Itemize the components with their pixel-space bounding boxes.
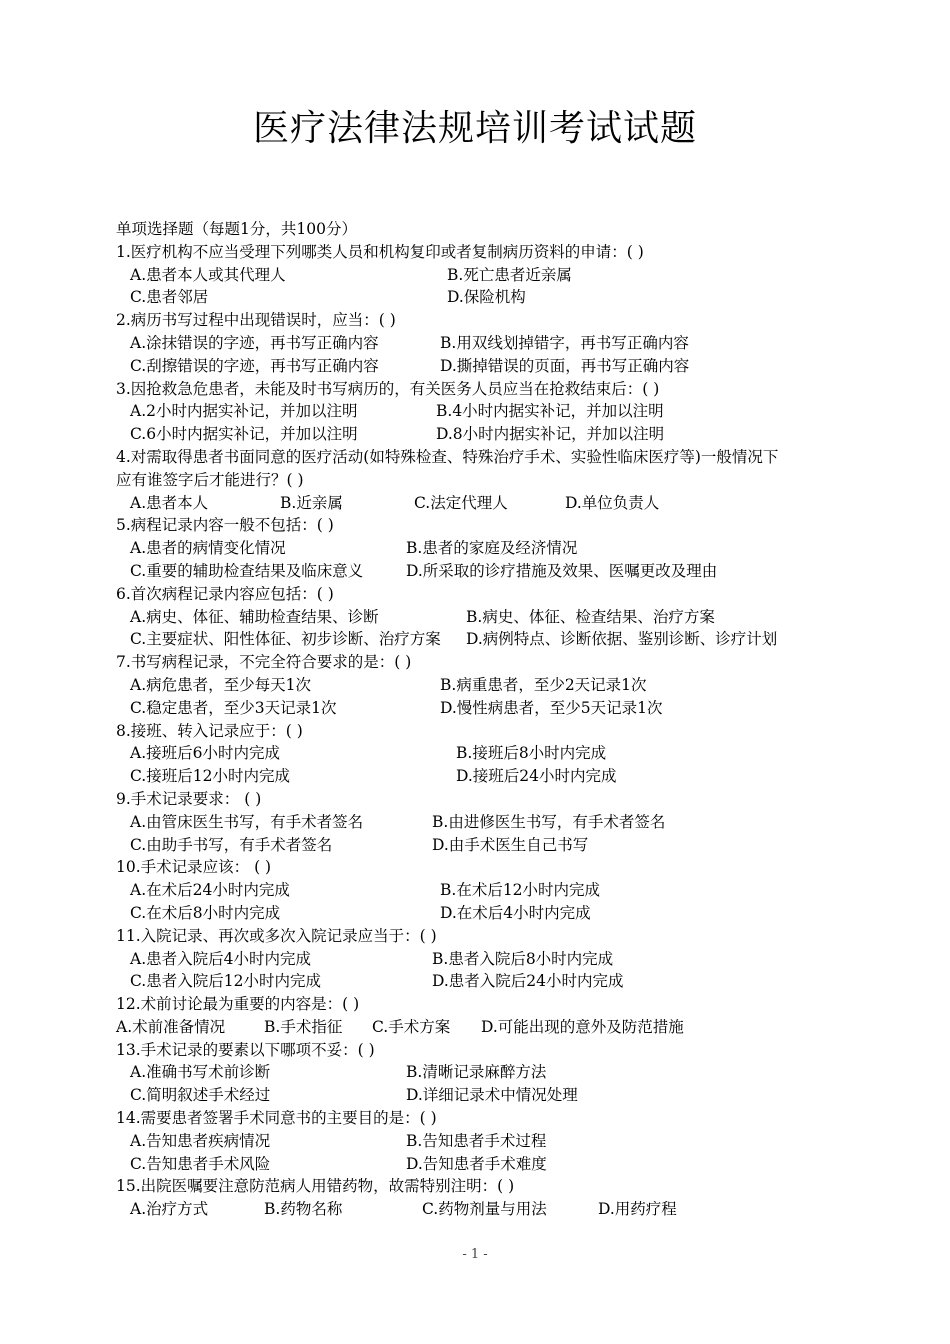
option-row: [116, 742, 856, 765]
option-row: [116, 400, 856, 423]
option-row: [116, 1084, 856, 1107]
option: C.刮擦错误的字迹，再书写正确内容: [130, 356, 379, 375]
option-row: [116, 970, 856, 993]
option: D.可能出现的意外及防范措施: [481, 1017, 684, 1036]
option-row: [116, 902, 856, 925]
question-stem: 11.入院记录、再次或多次入院记录应当于：( ): [116, 926, 437, 945]
option: A.术前准备情况: [116, 1017, 226, 1036]
option: B.4小时内据实补记，并加以注明: [436, 402, 664, 421]
option: C.药物剂量与用法: [422, 1200, 547, 1219]
question-stem: 5.病程记录内容一般不包括：( ): [116, 516, 334, 535]
option: A.在术后24小时内完成: [130, 881, 290, 900]
option: B.在术后12小时内完成: [440, 881, 601, 900]
option-row: [116, 606, 856, 629]
question-list: [116, 218, 856, 1221]
option-row: [116, 948, 856, 971]
option: B.死亡患者近亲属: [447, 265, 572, 284]
option: A.准确书写术前诊断: [130, 1063, 271, 1082]
option: C.6小时内据实补记，并加以注明: [130, 425, 358, 444]
option-row: [116, 697, 856, 720]
option: C.主要症状、阳性体征、初步诊断、治疗方案: [130, 630, 441, 649]
option: B.患者的家庭及经济情况: [406, 539, 578, 558]
question-stem: 14.需要患者签署手术同意书的主要目的是：( ): [116, 1109, 437, 1128]
option-row: [116, 286, 856, 309]
option-row: [116, 811, 856, 834]
option-row: [116, 1130, 856, 1153]
question-stem-continued: 应有谁签字后才能进行？( ): [116, 470, 304, 489]
option: A.患者本人或其代理人: [130, 265, 286, 284]
option: D.病例特点、诊断依据、鉴别诊断、诊疗计划: [466, 630, 778, 649]
option: C.手术方案: [372, 1017, 451, 1036]
option: B.病重患者，至少2天记录1次: [440, 675, 647, 694]
option: C.简明叙述手术经过: [130, 1086, 271, 1105]
option: D.用药疗程: [598, 1200, 677, 1219]
option: C.接班后12小时内完成: [130, 767, 290, 786]
option: D.接班后24小时内完成: [456, 767, 617, 786]
option: A.告知患者疾病情况: [130, 1131, 271, 1150]
option: B.接班后8小时内完成: [456, 744, 607, 763]
question-stem: 3.因抢救急危患者，未能及时书写病历的，有关医务人员应当在抢救结束后：( ): [116, 379, 660, 398]
option: A.病危患者，至少每天1次: [130, 675, 311, 694]
option-row: [116, 492, 856, 515]
option: D.8小时内据实补记，并加以注明: [436, 425, 665, 444]
option: B.近亲属: [280, 493, 343, 512]
option-row: [116, 1153, 856, 1176]
option: A.2小时内据实补记，并加以注明: [130, 402, 358, 421]
option-row: [116, 355, 856, 378]
section-heading: 单项选择题（每题1分，共100分）: [116, 220, 357, 238]
option: D.由手术医生自己书写: [432, 835, 589, 854]
option: C.重要的辅助检查结果及临床意义: [130, 561, 364, 580]
option: B.药物名称: [264, 1200, 343, 1219]
option: D.慢性病患者，至少5天记录1次: [440, 698, 663, 717]
option-row: [116, 765, 856, 788]
option-row: [116, 879, 856, 902]
option-row: [116, 628, 856, 651]
option: D.保险机构: [447, 288, 526, 307]
option: D.详细记录术中情况处理: [406, 1086, 578, 1105]
option-row: [116, 1061, 856, 1084]
question-stem: 1.医疗机构不应当受理下列哪类人员和机构复印或者复制病历资料的申请：( ): [116, 242, 644, 261]
option: B.手术指征: [264, 1017, 343, 1036]
option-row: [116, 1016, 856, 1039]
question-stem: 12.术前讨论最为重要的内容是：( ): [116, 995, 360, 1014]
option: B.病史、体征、检查结果、治疗方案: [466, 607, 715, 626]
option: D.告知患者手术难度: [406, 1154, 547, 1173]
option: B.清晰记录麻醉方法: [406, 1063, 547, 1082]
question-stem: 7.书写病程记录，不完全符合要求的是：( ): [116, 653, 412, 672]
option-row: [116, 674, 856, 697]
option: D.患者入院后24小时内完成: [432, 972, 624, 991]
question-stem: 15.出院医嘱要注意防范病人用错药物，故需特别注明：( ): [116, 1177, 515, 1196]
option-row: [116, 332, 856, 355]
option: C.稳定患者，至少3天记录1次: [130, 698, 337, 717]
question-stem: 6.首次病程记录内容应包括：( ): [116, 584, 334, 603]
option: B.患者入院后8小时内完成: [432, 949, 614, 968]
option: C.法定代理人: [414, 493, 508, 512]
question-stem: 13.手术记录的要素以下哪项不妥：( ): [116, 1040, 375, 1059]
option-row: [116, 537, 856, 560]
question-stem: 9.手术记录要求： ( ): [116, 789, 262, 808]
option: C.患者邻居: [130, 288, 209, 307]
option: D.单位负责人: [565, 493, 660, 512]
option: A.由管床医生书写，有手术者签名: [130, 812, 364, 831]
option: C.患者入院后12小时内完成: [130, 972, 321, 991]
document-title: 医疗法律法规培训考试试题: [252, 108, 697, 149]
question-stem: 4.对需取得患者书面同意的医疗活动(如特殊检查、特殊治疗手术、实验性临床医疗等)一般情况下: [116, 447, 779, 466]
question-stem: 8.接班、转入记录应于：( ): [116, 721, 303, 740]
option-row: [116, 423, 856, 446]
option: D.所采取的诊疗措施及效果、医嘱更改及理由: [406, 561, 718, 580]
question-stem: 2.病历书写过程中出现错误时，应当：( ): [116, 311, 396, 330]
option: A.涂抹错误的字迹，再书写正确内容: [130, 333, 379, 352]
option: D.撕掉错误的页面，再书写正确内容: [440, 356, 690, 375]
question-stem: 10.手术记录应该： ( ): [116, 858, 272, 877]
option: A.接班后6小时内完成: [130, 744, 280, 763]
option-row: [116, 834, 856, 857]
option-row: [116, 264, 856, 287]
page-number: - 1 -: [462, 1247, 488, 1262]
option: C.由助手书写，有手术者签名: [130, 835, 333, 854]
option: B.用双线划掉错字，再书写正确内容: [440, 333, 689, 352]
option: C.告知患者手术风险: [130, 1154, 271, 1173]
option-row: [116, 1198, 856, 1221]
option: C.在术后8小时内完成: [130, 903, 281, 922]
option: D.在术后4小时内完成: [440, 903, 591, 922]
option: A.患者入院后4小时内完成: [130, 949, 311, 968]
option: B.告知患者手术过程: [406, 1131, 547, 1150]
option: A.病史、体征、辅助检查结果、诊断: [130, 607, 379, 626]
option: A.患者本人: [130, 493, 209, 512]
option: A.治疗方式: [130, 1200, 209, 1219]
option-row: [116, 560, 856, 583]
option: B.由进修医生书写，有手术者签名: [432, 812, 666, 831]
option: A.患者的病情变化情况: [130, 539, 286, 558]
